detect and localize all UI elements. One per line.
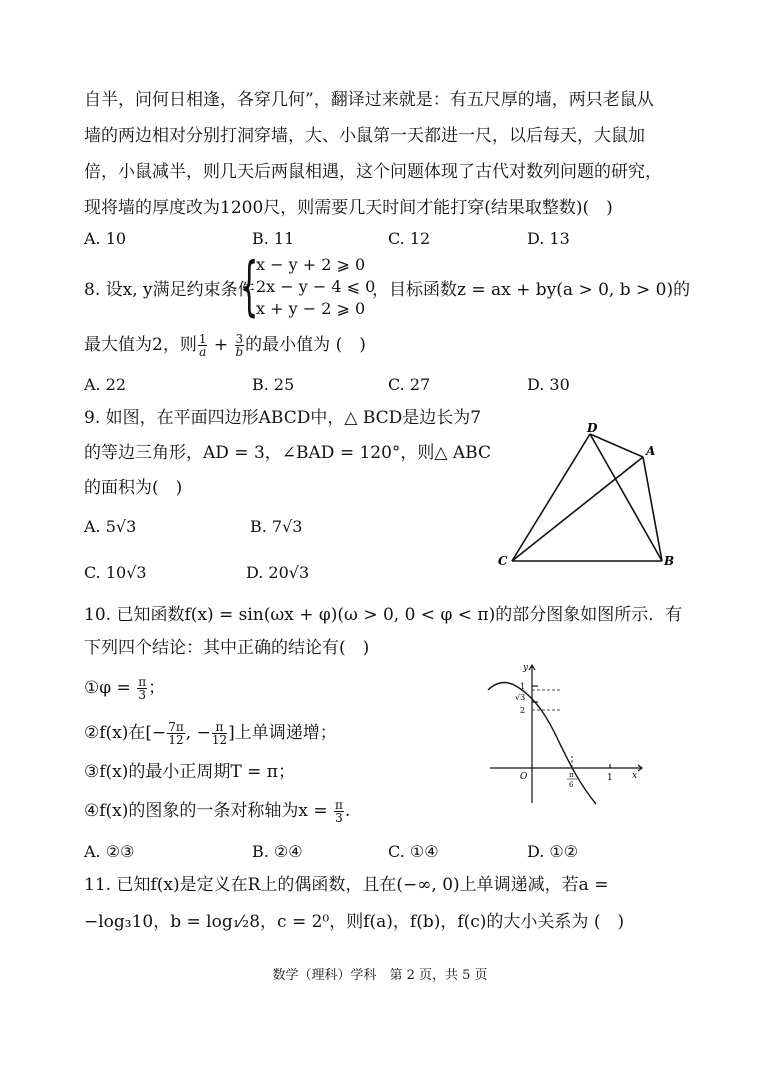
- plus-sign: +: [208, 335, 234, 355]
- q9-option-a[interactable]: A. 5√3: [84, 517, 137, 536]
- q10-statement-3: ③f(x)的最小正周期T = π；: [84, 762, 295, 782]
- q7-option-d[interactable]: D. 13: [527, 229, 570, 248]
- quadrilateral-figure: [490, 415, 680, 580]
- q8-line-2: [84, 333, 366, 358]
- q8-line-2-pre: 最大值为2，则: [84, 335, 197, 355]
- q10-statement-2: ②f(x)在[− $\frac{7\pi}{12}$ , − $\frac{\pi}{12}$ ]上单调递增；: [84, 720, 337, 747]
- constraint-3: x + y − 2 ⩾ 0: [256, 299, 366, 318]
- q7-option-b[interactable]: B. 11: [252, 229, 295, 248]
- q8-tail: ，目标函数z = ax + by(a > 0, b > 0)的: [372, 280, 691, 300]
- q8-option-d[interactable]: D. 30: [527, 375, 570, 394]
- edge-da: [590, 434, 643, 457]
- q11-line-2: −log₃10，b = log₁⁄₂8，c = 2⁰，则f(a)，f(b)，f(c)的大小关系为 ( ): [84, 912, 625, 932]
- page-footer: 数学（理科）学科 第 2 页，共 5 页: [272, 968, 488, 983]
- vertex-label-d: D: [587, 421, 598, 435]
- q9-line-3: 的面积为( ): [84, 478, 183, 498]
- q7-option-a[interactable]: A. 10: [84, 229, 127, 248]
- q7-line-1: 自半，问何日相逢，各穿几何”，翻译过来就是：有五尺厚的墙，两只老鼠从: [84, 90, 654, 110]
- constraint-2: 2x − y − 4 ⩽ 0: [256, 277, 376, 296]
- fraction-pi-over-12: $\frac{\pi}{12}$: [211, 720, 228, 747]
- y-tick-sqrt3-label: √3: [515, 693, 526, 702]
- sine-graph: [482, 660, 652, 808]
- y-tick-1-label: 1: [520, 682, 526, 691]
- origin-label: O: [520, 772, 528, 782]
- q10-statement-1: ①φ = $\frac{\pi}{3}$ ；: [84, 675, 166, 702]
- fraction-7pi-over-12: $\frac{7\pi}{12}$: [168, 720, 184, 747]
- vertex-label-c: C: [498, 554, 508, 568]
- function-curve: [488, 683, 596, 804]
- q7-line-2: 墙的两边相对分别打洞穿墙，大、小鼠第一天都进一尺，以后每天，大鼠加: [84, 126, 645, 146]
- brace-symbol: {: [240, 250, 259, 324]
- vertex-label-a: A: [646, 444, 656, 458]
- q10-line-2: 下列四个结论：其中正确的结论有( ): [84, 638, 370, 658]
- q7-line-4: 现将墙的厚度改为1200尺，则需要几天时间才能打穿(结果取整数)( ): [84, 198, 613, 218]
- constraint-1: x − y + 2 ⩾ 0: [256, 255, 366, 274]
- q7-option-c[interactable]: C. 12: [388, 229, 431, 248]
- q9-option-d[interactable]: D. 20√3: [246, 563, 310, 582]
- x-tick-pi-label: π: [569, 771, 574, 779]
- fraction-pi-over-3: $\frac{\pi}{3}$: [138, 675, 147, 702]
- q7-line-3: 倍，小鼠减半，则几天后两鼠相遇，这个问题体现了古代对数列问题的研究，: [84, 162, 662, 182]
- q8-option-c[interactable]: C. 27: [388, 375, 431, 394]
- q10-option-c[interactable]: C. ①④: [388, 842, 439, 861]
- fraction-3-over-b: $\frac{3}{b}$: [235, 332, 244, 359]
- vertex-label-b: B: [664, 554, 675, 568]
- q9-line-2: 的等边三角形，AD = 3，∠BAD = 120°，则△ ABC: [84, 443, 491, 463]
- q9-option-b[interactable]: B. 7√3: [250, 517, 303, 536]
- q10-line-1: 10. 已知函数f(x) = sin(ωx + φ)(ω > 0, 0 < φ < π)的部分图象如图所示．有: [84, 605, 683, 625]
- q9-option-c[interactable]: C. 10√3: [84, 563, 147, 582]
- fraction-pi-over-3: $\frac{\pi}{3}$: [335, 798, 343, 825]
- q8-option-a[interactable]: A. 22: [84, 375, 127, 394]
- x-tick-6-label: 6: [569, 781, 574, 789]
- y-axis-label: y: [523, 663, 529, 673]
- q11-line-1: 11. 已知f(x)是定义在R上的偶函数，且在(−∞, 0)上单调递减，若a =: [84, 875, 609, 895]
- q10-option-b[interactable]: B. ②④: [252, 842, 303, 861]
- q8-option-b[interactable]: B. 25: [252, 375, 295, 394]
- diagonal-ca: [512, 457, 643, 561]
- y-tick-2-label: 2: [520, 706, 526, 715]
- fraction-1-over-a: $\frac{1}{a}$: [198, 332, 207, 359]
- q8-line-2-post: 的最小值为 ( ): [245, 335, 366, 355]
- x-tick-1-label: 1: [607, 773, 613, 783]
- q8-lead: 8. 设x, y满足约束条件: [84, 280, 255, 300]
- x-axis-label: x: [632, 771, 638, 781]
- q9-line-1: 9. 如图，在平面四边形ABCD中，△ BCD是边长为7: [84, 408, 482, 428]
- q10-option-a[interactable]: A. ②③: [84, 842, 135, 861]
- q10-option-d[interactable]: D. ①②: [527, 842, 579, 861]
- edge-cd: [512, 434, 590, 561]
- q10-statement-4: ④f(x)的图象的一条对称轴为x = $\frac{\pi}{3}$ .: [84, 798, 351, 825]
